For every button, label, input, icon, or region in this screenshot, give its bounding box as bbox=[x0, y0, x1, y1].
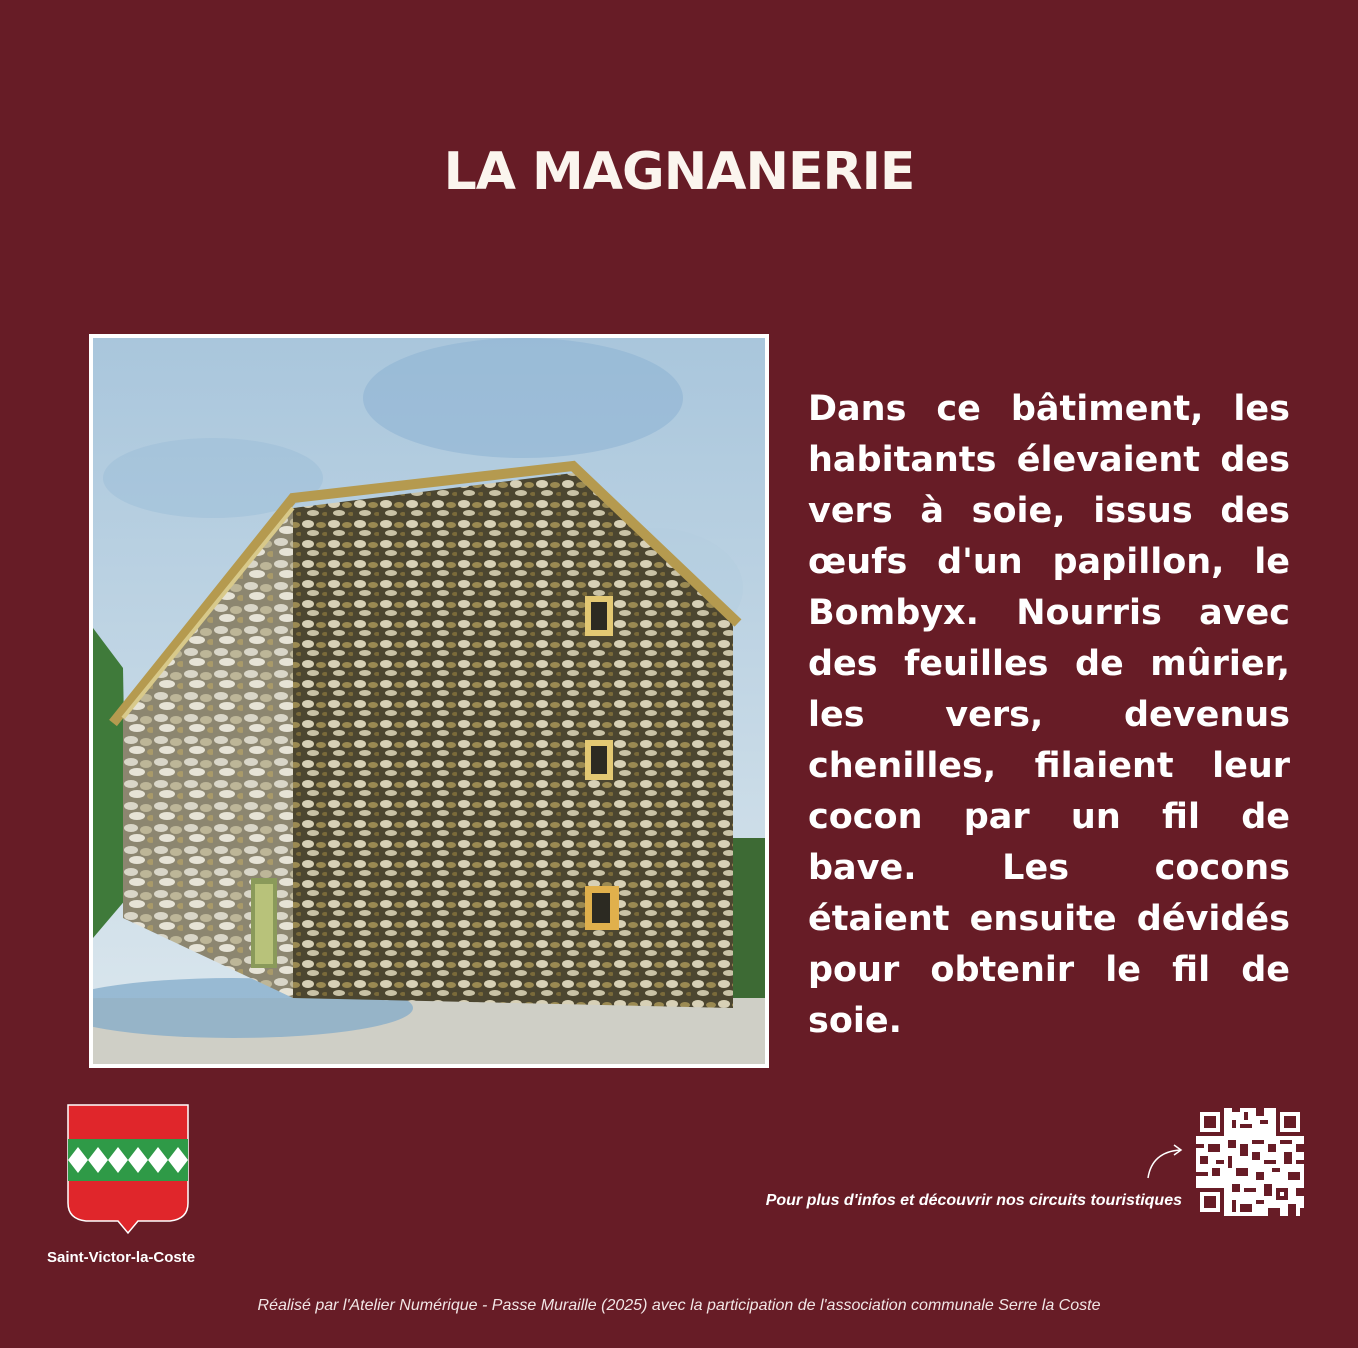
qr-caption: Pour plus d'infos et découvrir nos circuits touristiques bbox=[765, 1192, 1182, 1209]
building-photo bbox=[89, 334, 769, 1068]
commune-name: Saint-Victor-la-Coste bbox=[47, 1249, 196, 1266]
description-paragraph: Dans ce bâtiment, les habitants élevaient des vers à soie, issus des œufs d'un papillon, le Bombyx. Nourris avec des feuilles de mûrier, les vers, devenus chenilles, filaient leur cocon par un fil de bave. Les cocons étaient ensuite dévidés pour obtenir le fil de soie. bbox=[808, 389, 1290, 1041]
credit-line: Réalisé par l'Atelier Numérique - Passe Muraille (2025) avec la participation de l'association communale Serre la Coste bbox=[257, 1297, 1101, 1314]
stone-building-illustration bbox=[93, 338, 765, 1064]
qr-code-icon[interactable] bbox=[1196, 1108, 1304, 1216]
page-title: LA MAGNANERIE bbox=[443, 142, 915, 202]
coat-of-arms-icon bbox=[66, 1103, 190, 1235]
curved-arrow-icon bbox=[1144, 1142, 1188, 1182]
